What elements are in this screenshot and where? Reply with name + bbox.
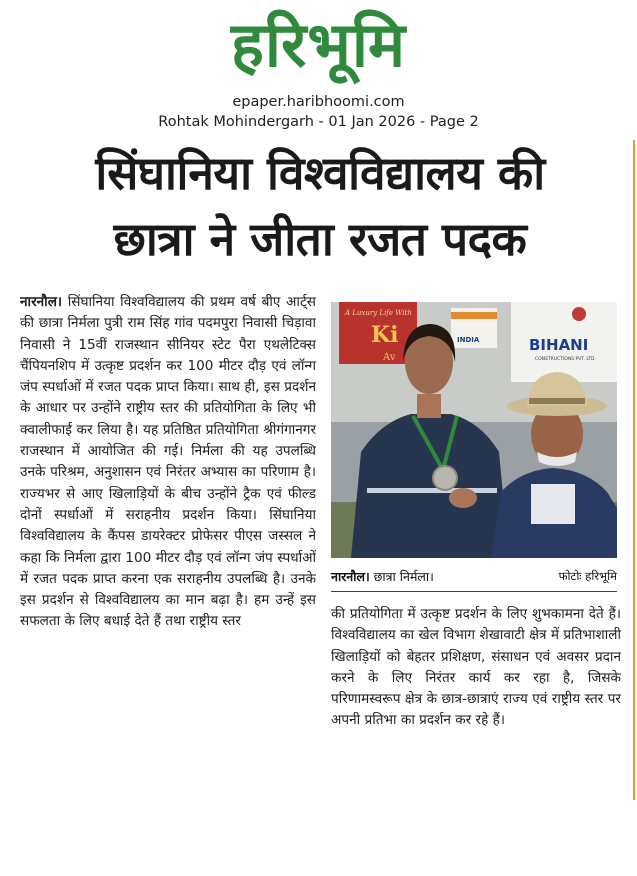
caption-description: छात्रा निर्मला। bbox=[369, 569, 434, 584]
article-column-2: की प्रतियोगिता में उत्कृष्ट प्रदर्शन के लिए शुभकामना देते हैं। विश्वविद्यालय का खेल विभाग शेखावाटी क्षेत्र में प्रतिभाशाली खिलाड़ियों को बेहतर प्रशिक्षण, संसाधन एवं अवसर प्रदान करने के लिए निरंतर कार्य कर रहा है, जिसके परिणामस्वरूप क्षेत्र के छात्र-छात्राएं राज्य एवं राष्ट्रीय स्तर पर अपनी प्रतिभा का प्रदर्शन कर रहे हैं। bbox=[331, 606, 621, 729]
banner-left-sub: Av bbox=[383, 352, 396, 363]
edition-line: Rohtak Mohindergarh - 01 Jan 2026 - Page 2 bbox=[158, 114, 479, 130]
article-headline bbox=[14, 140, 626, 272]
banner-left-small: A Luxury Life With bbox=[345, 309, 412, 317]
banner-right: BIHANI bbox=[529, 336, 589, 354]
accent-rule bbox=[633, 140, 635, 800]
article-photo bbox=[331, 302, 617, 558]
dateline: नारनौल। bbox=[20, 294, 63, 310]
banner-right-sub: CONSTRUCTIONS PVT. LTD. bbox=[535, 357, 596, 362]
epaper-url: epaper.haribhoomi.com bbox=[232, 94, 405, 110]
caption-text bbox=[331, 568, 434, 585]
masthead-logo: हरिभूमि bbox=[230, 8, 407, 81]
article-column-1 bbox=[20, 292, 316, 812]
column-1-text: सिंघानिया विश्वविद्यालय की प्रथम वर्ष बीए आर्ट्स की छात्रा निर्मला पुत्री राम सिंह गांव पदमपुरा निवासी चिड़ावा निवासी ने 15वीं राजस्थान सीनियर स्टेट पैरा एथलेटिक्स चैंपियनशिप में उत्कृष्ट प्रदर्शन कर 100 मीटर दौड़ एवं लॉन्ग जंप स्पर्धाओं में रजत पदक प्राप्त किया। साथ ही, इस प्रदर्शन के आधार पर उन्होंने राष्ट्रीय स्तर की प्रतियोगिता के लिए भी क्वालीफाई कर लिया है। यह प्रतिष्ठित प्रतियोगिता श्रीगंगानगर राजस्थान में आयोजित की गई। निर्मला की यह उपलब्धि उनके परिश्रम, अनुशासन एवं निरंतर अभ्यास का परिणाम है। राज्यभर से आए खिलाड़ियों के बीच उन्होंने ट्रैक एवं फील्ड दोनों स्पर्धाओं में सराहनीय प्रदर्शन किया। सिंघानिया विश्वविद्यालय के कैंपस डायरेक्टर प्रोफेसर पीएस जस्सल ने कहा कि निर्मला द्वारा 100 मीटर दौड़ एवं लॉन्ग जंप स्पर्धाओं में रजत पदक प्राप्त करना एक सराहनीय उपलब्धि है। उनके इस प्रदर्शन से विश्वविद्यालय का मान बढ़ा है। हम उन्हें इस सफलता के लिए बधाई देते हैं तथा राष्ट्रीय स्तर bbox=[20, 294, 316, 630]
headline-line-2: छात्रा ने जीता रजत पदक bbox=[113, 212, 527, 266]
banner-center: INDIA bbox=[457, 336, 480, 344]
photo-illustration bbox=[331, 302, 617, 558]
photo-caption bbox=[331, 562, 617, 592]
headline-line-1: सिंघानिया विश्वविद्यालय की bbox=[95, 146, 545, 200]
photo-credit: फोटोः हरिभूमि bbox=[558, 569, 617, 583]
caption-divider bbox=[331, 591, 617, 592]
caption-place: नारनौल। bbox=[331, 569, 370, 584]
banner-left-big: Ki bbox=[371, 322, 399, 348]
